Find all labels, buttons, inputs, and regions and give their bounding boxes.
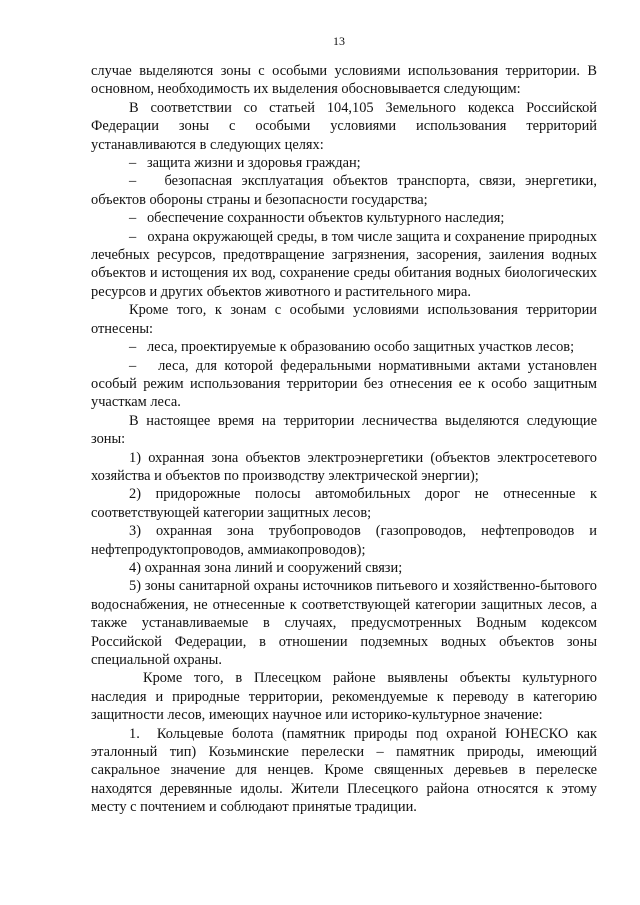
list-item: – леса, для которой федеральными нормативными актами установлен особый режим использования территории без отнесения ее к особо защитным участкам леса. [91, 357, 597, 411]
list-item: – безопасная эксплуатация объектов транспорта, связи, энергетики, объектов обороны страны и безопасности государства; [91, 173, 597, 208]
list-item: – охрана окружающей среды, в том числе защита и сохранение природных лечебных ресурсов, предотвращение загрязнения, засорения, заиления водных объектов и истощения их вод, сохранение среды обитания водных биологических ресурсов и других объектов животного и растительного мира. [91, 228, 597, 300]
paragraph-cultural-heritage: Кроме того, в Плесецком районе выявлены объекты культурного наследия и природные территории, рекомендуемые к переводу в категорию защитности лесов, имеющих научное или историко-культурное значение: [91, 670, 597, 724]
numbered-item: 5) зоны санитарной охраны источников питьевого и хозяйственно-бытового водоснабжения, не отнесенные к соответствующей категории защитных лесов, а также устанавливаемые в случаях, предусмотренных Водным кодексом Российской Федерации, в отношении подземных водных объектов зоны специальной охраны. [91, 578, 597, 668]
page-number: 13 [333, 34, 345, 48]
paragraph-additional-zones: Кроме того, к зонам с особыми условиями использования территории отнесены: [91, 302, 597, 337]
numbered-item: 1. Кольцевые болота (памятник природы под охраной ЮНЕСКО как эталонный тип) Козьминские перелески – памятник природы, имеющий сакральное значение для ненцев. Кроме священных деревьев в перелеске находятся деревянные идолы. Жители Плесецкого района относятся к этому месту с почтением и соблюдают принятые традиции. [91, 725, 597, 816]
numbered-item: 4) охранная зона линий и сооружений связи; [129, 559, 403, 576]
list-item: – леса, проектируемые к образованию особо защитных участков лесов; [129, 339, 575, 356]
paragraph-continuation: случае выделяются зоны с особыми условиями использования территории. В основном, необходимость их выделения обосновывается следующим: [91, 63, 597, 98]
paragraph-land-code: В соответствии со статьей 104,105 Земельного кодекса Российской Федерации зоны с особыми условиями использования территорий устанавливаются в следующих целях: [91, 99, 597, 153]
list-item: – обеспечение сохранности объектов культурного наследия; [129, 210, 505, 227]
paragraph-current-zones: В настоящее время на территории лесничества выделяются следующие зоны: [91, 412, 597, 448]
list-item: – защита жизни и здоровья граждан; [129, 155, 361, 172]
numbered-item: 1) охранная зона объектов электроэнергетики (объектов электросетевого хозяйства и объектов по производству электрической энергии); [91, 449, 597, 484]
numbered-item: 3) охранная зона трубопроводов (газопроводов, нефтепроводов и нефтепродуктопроводов, аммиакопроводов); [91, 523, 597, 558]
numbered-item: 2) придорожные полосы автомобильных дорог не отнесенные к соответствующей категории защитных лесов; [91, 486, 597, 521]
